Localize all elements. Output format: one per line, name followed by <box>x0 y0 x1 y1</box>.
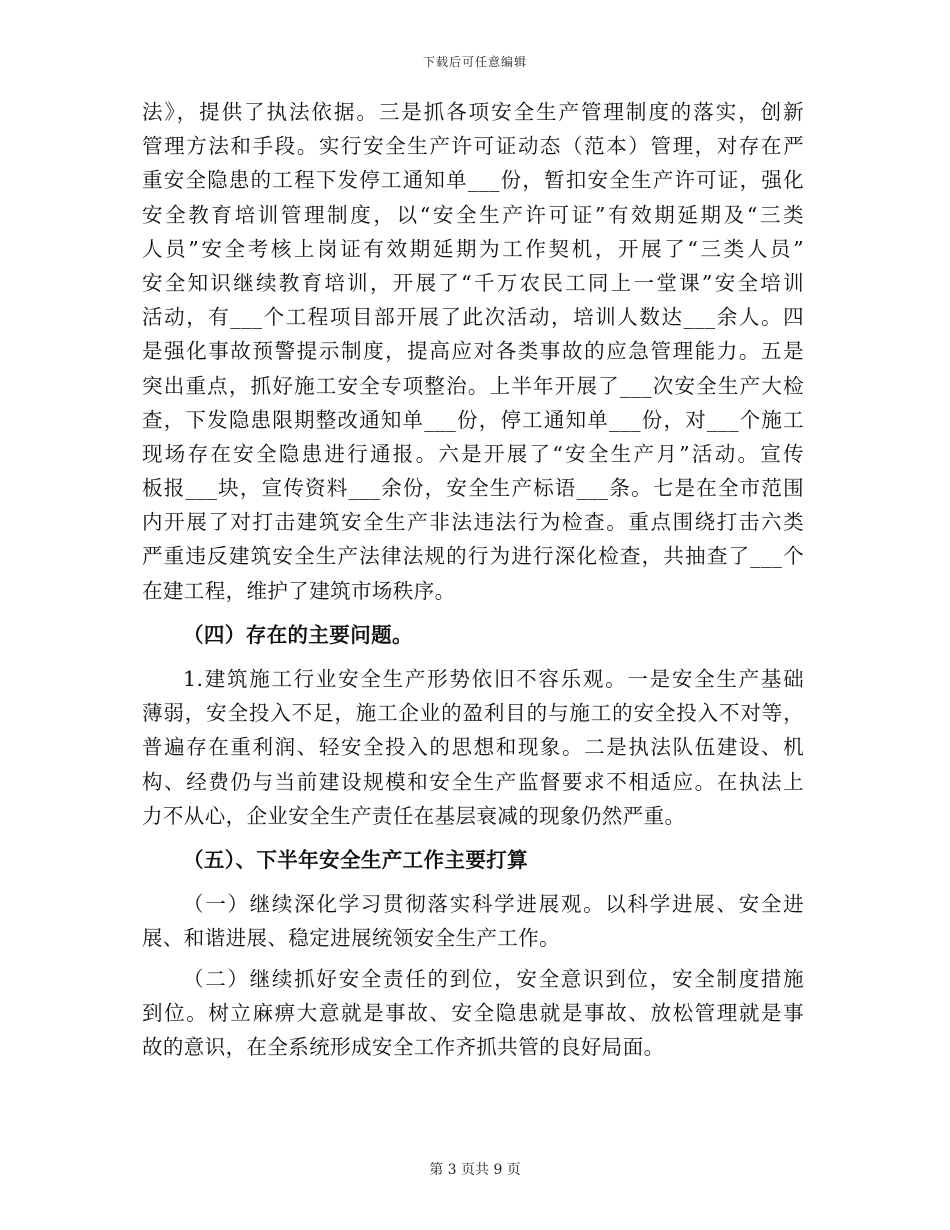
text-line: 严重违反建筑安全生产法律法规的行为进行深化检查，共抽查了___个 <box>142 544 804 569</box>
text-line: 内开展了对打击建筑安全生产非法违法行为检查。重点围绕打击六类 <box>142 510 804 535</box>
text-line: 薄弱，安全投入不足，施工企业的盈利目的与施工的安全投入不对等， <box>142 701 804 726</box>
text-line: 管理方法和手段。实行安全生产许可证动态（范本）管理，对存在严 <box>142 134 804 159</box>
text-line: 力不从心，企业安全生产责任在基层衰减的现象仍然严重。 <box>142 803 686 828</box>
text-line: （二）继续抓好安全责任的到位，安全意识到位，安全制度措施 <box>183 966 804 991</box>
text-line: 重安全隐患的工程下发停工通知单___份，暂扣安全生产许可证，强化 <box>142 168 804 193</box>
text-line: 板报___块，宣传资料___余份，安全生产标语___条。七是在全市范围 <box>142 476 804 501</box>
text-line: 到位。树立麻痹大意就是事故、安全隐患就是事故、放松管理就是事 <box>142 1000 804 1025</box>
page-header: 下载后可任意编辑 <box>422 55 527 69</box>
text-line: 故的意识，在全系统形成安全工作齐抓共管的良好局面。 <box>142 1034 665 1059</box>
paragraph-4 <box>142 962 804 1065</box>
text-line: 现场存在安全隐患进行通报。六是开展了“安全生产月”活动。宣传 <box>142 441 804 466</box>
section-heading-5: （五）、下半年安全生产工作主要打算 <box>183 847 529 872</box>
text-line: 1.建筑施工行业安全生产形势依旧不容乐观。一是安全生产基础 <box>183 667 804 691</box>
paragraph-1 <box>142 95 804 608</box>
text-line: 法》，提供了执法依据。三是抓各项安全生产管理制度的落实，创新 <box>142 100 804 124</box>
section-heading-4: （四）存在的主要问题。 <box>183 622 413 647</box>
text-line: 展、和谐进展、稳定进展统领安全生产工作。 <box>142 926 560 951</box>
text-line: 查，下发隐患限期整改通知单___份，停工通知单___份，对___个施工 <box>142 407 804 432</box>
text-line: 安全知识继续教育培训，开展了“千万农民工同上一堂课”安全培训 <box>142 270 804 295</box>
text-line: 安全教育培训管理制度，以“安全生产许可证”有效期延期及“三类 <box>142 202 804 227</box>
text-line: 人员”安全考核上岗证有效期延期为工作契机，开展了“三类人员” <box>142 236 804 261</box>
document-body <box>142 95 804 1064</box>
text-line: 活动，有___个工程项目部开展了此次活动，培训人数达___余人。四 <box>142 305 804 330</box>
text-line: 在建工程，维护了建筑市场秩序。 <box>142 578 456 603</box>
text-line: 普遍存在重利润、轻安全投入的思想和现象。二是执法队伍建设、机 <box>142 735 804 760</box>
text-line: 突出重点，抓好施工安全专项整治。上半年开展了___次安全生产大检 <box>142 373 804 398</box>
paragraph-3 <box>142 887 804 955</box>
text-line: 构、经费仍与当前建设规模和安全生产监督要求不相适应。在执法上 <box>142 769 804 794</box>
paragraph-2 <box>142 662 804 833</box>
text-line: 是强化事故预警提示制度，提高应对各类事故的应急管理能力。五是 <box>142 339 804 364</box>
page-footer: 第 3 页共 9 页 <box>429 1162 521 1178</box>
text-line: （一）继续深化学习贯彻落实科学进展观。以科学进展、安全进 <box>183 892 804 917</box>
